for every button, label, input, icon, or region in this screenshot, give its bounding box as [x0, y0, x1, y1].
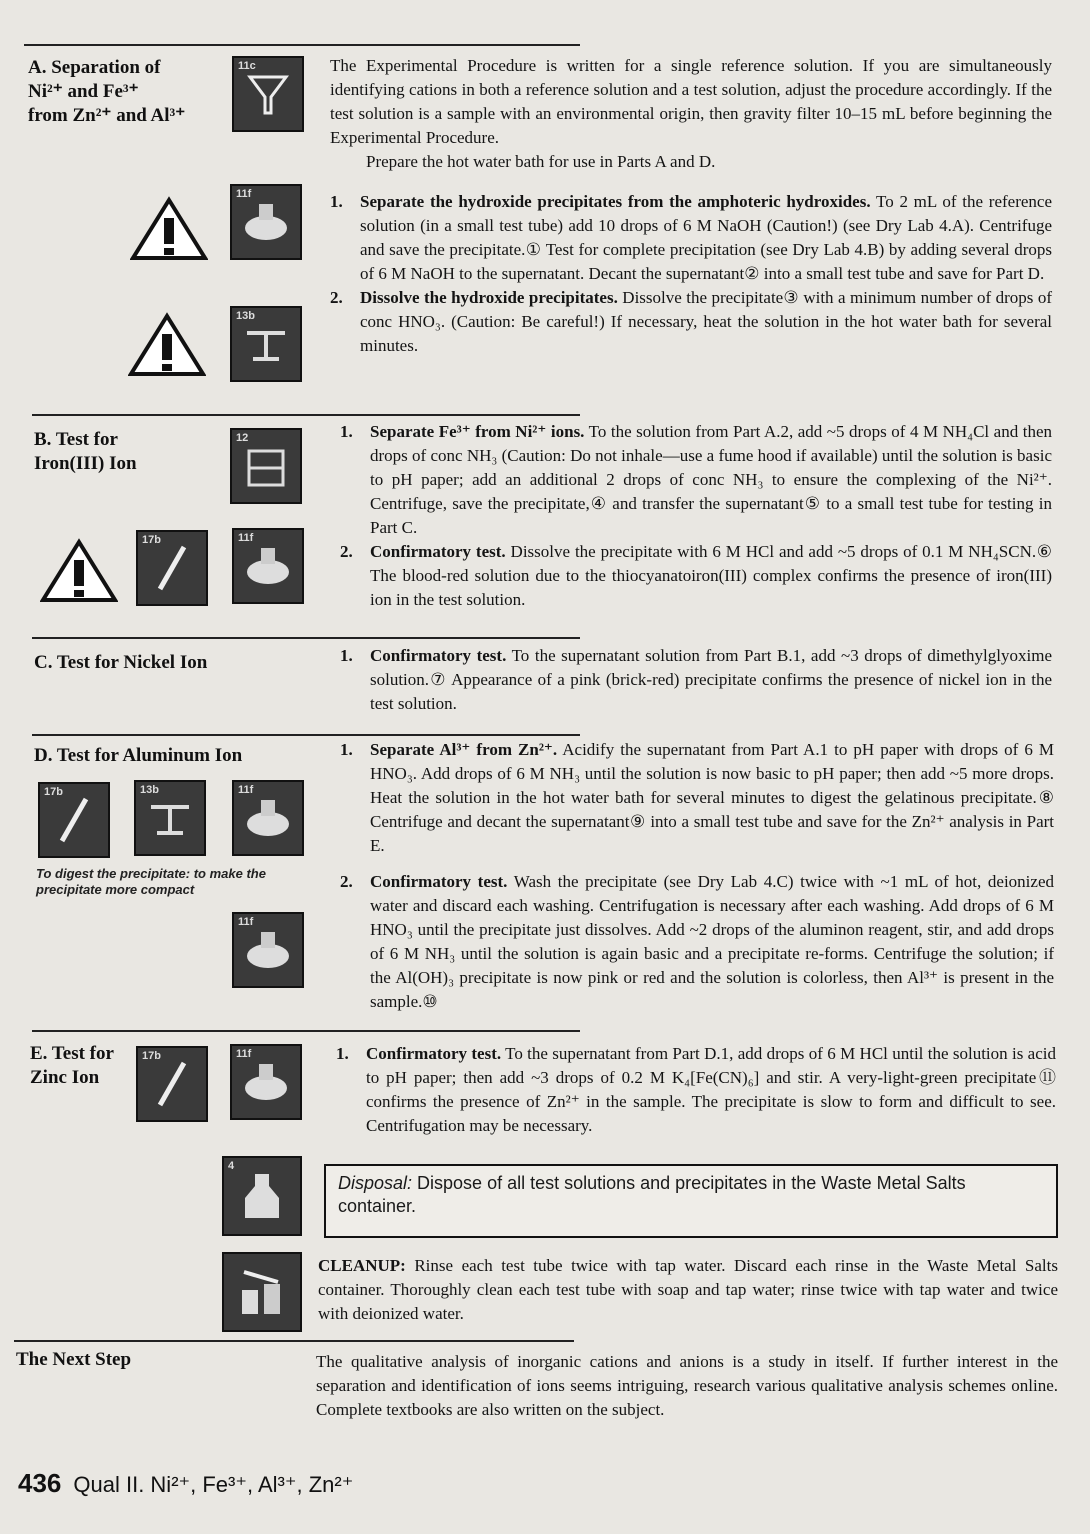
disposal-text: Dispose of all test solutions and precipitates in the Waste Metal Salts container.	[338, 1173, 966, 1216]
section-c-title: C. Test for Nickel Ion	[34, 652, 208, 673]
section-e-title: E. Test for Zinc Ion	[30, 1043, 114, 1088]
disposal-box	[324, 1164, 1058, 1238]
rule-e	[32, 1030, 580, 1032]
cleanup-icon	[222, 1252, 302, 1332]
running-title: Qual II. Ni²⁺, Fe³⁺, Al³⁺, Zn²⁺	[73, 1472, 354, 1497]
section-a-title: A. Separation of Ni²⁺ and Fe³⁺ from Zn²⁺ and Al³⁺	[28, 57, 186, 126]
rule-b	[32, 414, 580, 416]
step-e1: 1. Confirmatory test. To the supernatant from Part D.1, add drops of 6 M HCl until the solution is acid to pH paper; then add ~3 drops of 0.2 M K₄[Fe(CN)₆] and stir. A very-light-green precipitate⑪ confirms the presence of Zn²⁺ in the sample. The precipitate is slow to form and difficult to see. Centrifugation may be necessary.	[336, 1044, 1056, 1135]
step-b2: 2. Confirmatory test. Dissolve the precipitate with 6 M HCl and add ~5 drops of 0.1 M NH₄SCN.⑥ The blood-red solution due to the thiocyanatoiron(III) complex confirms the presence of iron(III) ion in the test solution.	[340, 542, 1052, 609]
hot-water-bath-icon: 11f	[230, 1044, 302, 1120]
warning-icon	[130, 196, 208, 262]
warning-icon	[40, 538, 118, 604]
section-d-content	[340, 738, 1054, 1014]
stir-rod-icon: 17b	[38, 782, 110, 858]
hot-water-bath-icon: 11f	[232, 528, 304, 604]
cleanup-text	[318, 1254, 1058, 1326]
fume-hood-icon: 13b	[134, 780, 206, 856]
step-b1: 1. Separate Fe³⁺ from Ni²⁺ ions. To the solution from Part A.2, add ~5 drops of 4 M NH₄Cl and then drops of conc NH₃ (Caution: Do not inhale—use a fume hood if available) until the solution is basic to pH paper; add an additional 2 drops of conc NH₃ to ensure the complexing of the Ni²⁺. Centrifuge, save the precipitate,④ and transfer the supernatant⑤ to a small test tube for testing in Part C.	[340, 422, 1052, 537]
next-step-title: The Next Step	[16, 1349, 132, 1370]
disposal-label: Disposal:	[338, 1173, 413, 1193]
cleanup-label: CLEANUP:	[318, 1256, 406, 1275]
section-b-title: B. Test for Iron(III) Ion	[34, 429, 137, 474]
stir-rod-icon: 17b	[136, 530, 208, 606]
next-step-text: The qualitative analysis of inorganic cations and anions is a study in itself. If further interest in the separation and identification of ions seems intriguing, research various qualitative analysis schemes online. Complete textbooks are also written on the subject.	[316, 1352, 1058, 1419]
filter-icon: 11c	[232, 56, 304, 132]
hot-water-bath-icon: 11f	[232, 912, 304, 988]
cleanup-body: Rinse each test tube twice with tap water. Discard each rinse in the Waste Metal Salts container. Thoroughly clean each test tube with soap and tap water; rinse twice with tap water and twice with deionized water.	[318, 1256, 1058, 1323]
digest-note: To digest the precipitate: to make the precipitate more compact	[36, 866, 266, 897]
hot-water-bath-icon: 11f	[230, 184, 302, 260]
step-a1: 1. Separate the hydroxide precipitates from the amphoteric hydroxides. To 2 mL of the reference solution (in a small test tube) add 10 drops of 6 M NaOH (Caution!) (see Dry Lab 4.A). Centrifuge and save the precipitate.① Test for complete precipitation (see Dry Lab 4.B) by adding several drops of 6 M NaOH to the supernatant. Decant the supernatant② into a small test tube and save for Part D.	[330, 192, 1052, 283]
waste-container-icon: 4	[222, 1156, 302, 1236]
section-b-content	[340, 420, 1052, 612]
step-d2: 2. Confirmatory test. Wash the precipitate (see Dry Lab 4.C) twice with ~1 mL of hot, deionized water and discard each washing. Centrifugation is necessary after each washing. Add drops of 6 M HNO₃ until the precipitate just dissolves. Add ~2 drops of the aluminon reagent, stir, and add drops of 6 M NH₃ until the solution is again basic and a precipitate re-forms. Centrifuge the solution; if the Al(OH)₃ precipitate is now pink or red and the solution is colorless, then Al³⁺ is present in the sample.⑩	[340, 872, 1054, 1011]
page-number: 436	[18, 1468, 62, 1498]
section-d-title: D. Test for Aluminum Ion	[34, 745, 243, 766]
step-d1: 1. Separate Al³⁺ from Zn²⁺. Acidify the supernatant from Part A.1 to pH paper with drops of 6 M HNO₃. Add drops of 6 M NH₃ until the solution is now basic to pH paper; then add ~5 more drops. Heat the solution in the hot water bath for several minutes to digest the gelatinous precipitate.⑧ Centrifuge and decant the supernatant⑨ into a small test tube and save for the Zn²⁺ analysis in Part E.	[340, 740, 1054, 855]
section-a-intro: The Experimental Procedure is written for a single reference solution. If you are simultaneously identifying cations in both a reference solution and a test solution, adjust the procedure accordingly. If the test solution is a sample with an environmental origin, then gravity filter 10–15 mL before beginning the Experimental Procedure.	[330, 56, 1052, 147]
page-footer	[18, 1468, 353, 1499]
rule-top	[24, 44, 580, 46]
ph-paper-icon: 12	[230, 428, 302, 504]
stir-rod-icon: 17b	[136, 1046, 208, 1122]
section-e-content	[336, 1042, 1056, 1138]
section-a-intro2: Prepare the hot water bath for use in Parts A and D.	[366, 152, 716, 171]
hot-water-bath-icon: 11f	[232, 780, 304, 856]
step-a2: 2. Dissolve the hydroxide precipitates. Dissolve the precipitate③ with a minimum number of drops of conc HNO₃. (Caution: Be careful!) If necessary, heat the solution in the hot water bath for several minutes.	[330, 288, 1052, 355]
rule-next	[14, 1340, 574, 1342]
rule-c	[32, 637, 580, 639]
section-a-content	[330, 54, 1052, 358]
warning-icon	[128, 312, 206, 378]
section-c-content	[340, 644, 1052, 716]
fume-hood-icon: 13b	[230, 306, 302, 382]
rule-d	[32, 734, 580, 736]
step-c1: 1. Confirmatory test. To the supernatant solution from Part B.1, add ~3 drops of dimethylglyoxime solution.⑦ Appearance of a pink (brick-red) precipitate confirms the presence of nickel ion in the test solution.	[340, 646, 1052, 713]
